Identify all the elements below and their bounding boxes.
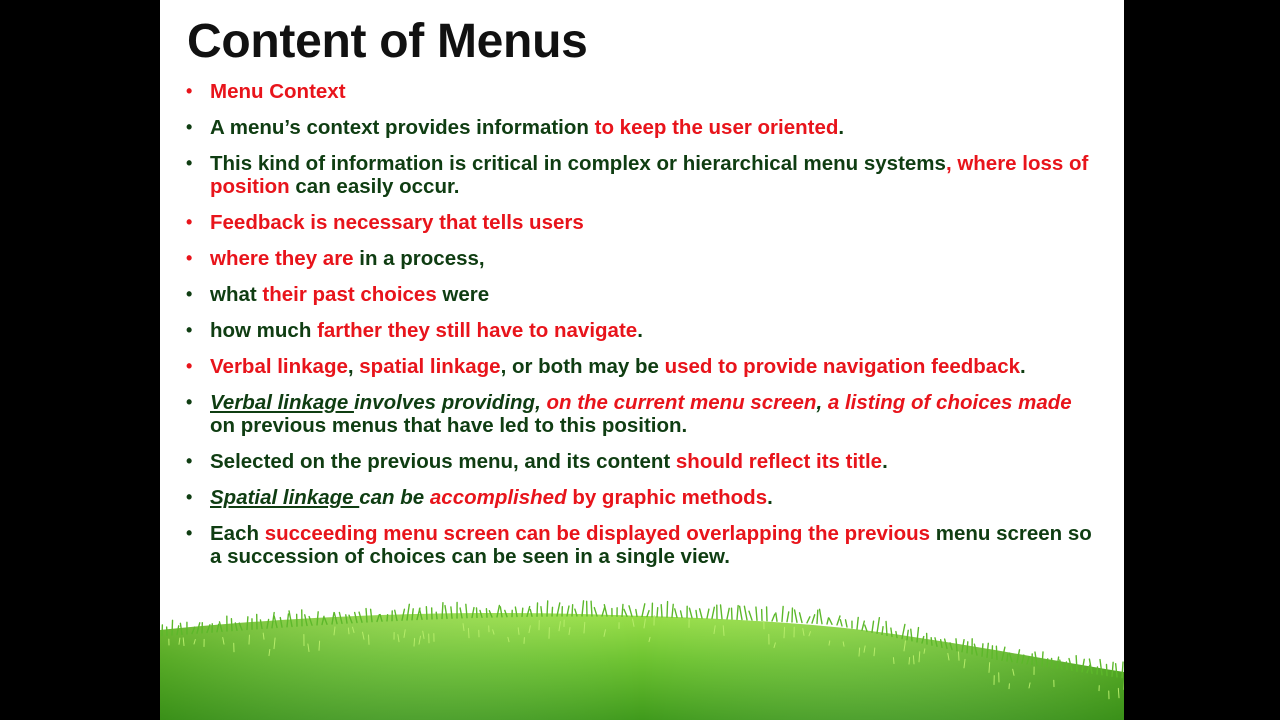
grass-blade — [795, 610, 797, 622]
bullet-dot-icon: • — [186, 117, 193, 137]
grass-blade — [1106, 664, 1107, 675]
grass-blade — [1047, 659, 1048, 667]
bullet-text-segment: . — [767, 486, 773, 509]
bullet-text-segment: accomplished — [429, 486, 573, 509]
grass-blade — [727, 608, 729, 619]
grass-blade — [829, 618, 832, 624]
grass-blade — [787, 612, 789, 622]
grass-blade — [231, 619, 232, 631]
grass-blade — [744, 606, 747, 620]
grass-blade — [414, 638, 415, 646]
bullet-item — [184, 283, 1094, 306]
bullet-dot-icon: • — [186, 523, 193, 543]
bullet-item — [184, 319, 1094, 342]
grass-blade — [642, 604, 645, 617]
grass-blade — [737, 606, 738, 620]
grass-blade — [366, 609, 367, 622]
grass-blade — [784, 627, 785, 638]
grass-blade — [657, 608, 658, 617]
grass-blade — [958, 652, 959, 660]
bullet-item — [184, 247, 1094, 270]
bullet-text-segment: . — [882, 450, 888, 473]
grass-blade — [681, 611, 682, 618]
grass-blade — [886, 622, 887, 636]
grass-blade — [721, 605, 722, 619]
grass-blade — [1007, 654, 1008, 661]
bullet-dot-icon: • — [186, 212, 193, 232]
grass-blade — [172, 620, 173, 635]
bullet-text-segment: were — [442, 283, 490, 306]
bullet-text-segment: Verbal linkage — [210, 355, 348, 378]
grass-blade — [812, 615, 815, 623]
bullet-text-segment: to keep the user oriented — [594, 116, 839, 139]
grass-blade — [712, 607, 714, 618]
grass-blade — [931, 638, 932, 645]
bullet-text-segment: used to provide navigation feedback — [664, 355, 1021, 378]
bullet-text-segment: , — [347, 355, 360, 378]
bullet-text-segment: can be — [359, 486, 430, 509]
bullet-dot-icon: • — [186, 153, 193, 173]
grass-blade — [700, 609, 702, 618]
bullet-dot-icon: • — [186, 81, 193, 101]
bullet-dot-icon: • — [186, 356, 193, 376]
bullet-text-segment: a listing of choices made — [827, 391, 1072, 414]
grass-blade — [840, 620, 842, 626]
grass-blade — [689, 608, 692, 618]
bullet-text-segment: Each — [210, 522, 265, 545]
grass-blade — [772, 614, 775, 621]
grass-blade — [552, 607, 553, 616]
bullet-dot-icon: • — [186, 487, 193, 507]
grass-hill-image — [160, 600, 1124, 720]
grass-blade — [1076, 656, 1077, 671]
bullet-text-segment: should reflect its title — [675, 450, 883, 473]
bullet-item — [184, 391, 1094, 437]
grass-blade — [749, 611, 752, 620]
bullet-text-segment: on previous menus that have led to this position. — [210, 414, 688, 437]
grass-blade — [877, 618, 879, 634]
bullet-list — [184, 80, 1094, 581]
slide — [160, 0, 1124, 720]
grass-blade — [667, 602, 668, 617]
bullet-text-segment: where they are — [210, 247, 360, 270]
grass-blade — [486, 609, 487, 618]
bullet-text-segment: Spatial linkage — [210, 486, 360, 509]
bullet-text-segment: succeeding menu screen can be displayed overlapping the previous — [264, 522, 936, 545]
grass-blade — [672, 604, 673, 617]
grass-blade — [1118, 688, 1119, 697]
bullet-text-segment: on the current menu screen — [546, 391, 817, 414]
grass-blade — [756, 607, 757, 620]
grass-blade — [707, 609, 709, 618]
bullet-text-segment: A menu’s context provides information — [210, 116, 595, 139]
bullet-item — [184, 486, 1094, 509]
bullet-dot-icon: • — [186, 320, 193, 340]
grass-blade — [782, 606, 783, 621]
grass-blade — [622, 604, 623, 616]
grass-blade — [436, 612, 437, 619]
grass-blade — [827, 618, 828, 624]
grass-blade — [865, 625, 867, 631]
grass-blade — [426, 607, 427, 620]
bullet-item — [184, 152, 1094, 198]
grass-blade — [800, 613, 802, 623]
grass-blade — [319, 641, 320, 650]
grass-blade — [740, 606, 742, 619]
grass-blade — [862, 621, 864, 630]
slide-title: Content of Menus — [187, 15, 588, 68]
grass-blade — [817, 610, 818, 623]
grass-blade — [776, 613, 777, 621]
bullet-text-segment: by graphic methods — [572, 486, 768, 509]
bullet-text-segment: in a process, — [359, 247, 485, 270]
grass-blade — [537, 603, 538, 616]
bullet-text-segment: This kind of information is critical in complex or hierarchical menu systems — [210, 152, 946, 175]
grass-blade — [982, 644, 983, 656]
grass-blade — [696, 610, 697, 617]
grass-blade — [893, 658, 894, 664]
grass-blade — [247, 617, 248, 630]
grass-blade — [846, 620, 847, 627]
bullet-dot-icon: • — [186, 451, 193, 471]
bullet-text-segment: menu screen so a succession of choices can be seen in a single view. — [210, 522, 1092, 568]
grass-blade — [859, 648, 860, 656]
grass-blade — [913, 656, 914, 664]
grass-blade — [629, 606, 632, 617]
grass-blade — [582, 601, 584, 616]
bullet-item — [184, 355, 1094, 378]
bullet-dot-icon: • — [186, 248, 193, 268]
bullet-item — [184, 80, 1094, 103]
grass-blade — [547, 601, 548, 616]
grass-blade — [989, 663, 990, 673]
grass-blade — [348, 628, 349, 634]
grass-blade — [468, 628, 469, 637]
grass-blade — [675, 609, 677, 617]
grass-blade — [604, 605, 607, 616]
bullet-dot-icon: • — [186, 284, 193, 304]
bullet-text-segment: farther they still have to navigate — [317, 319, 638, 342]
grass-blade — [591, 601, 592, 616]
bullet-item — [184, 522, 1094, 568]
bullet-text-segment: spatial linkage — [359, 355, 501, 378]
bullet-text-segment: their past choices — [262, 283, 443, 306]
grass-blade — [572, 605, 573, 616]
grass-blade — [636, 610, 637, 617]
bullet-text-segment: what — [210, 283, 263, 306]
bullet-text-segment: involves providing, — [353, 391, 547, 414]
bullet-text-segment: , or both may be — [500, 355, 665, 378]
bullet-text-segment: . — [1020, 355, 1026, 378]
grass-blade — [837, 616, 840, 625]
bullet-text-segment: can easily occur. — [295, 175, 460, 198]
bullet-text-segment: . — [637, 319, 643, 342]
grass-blade — [967, 642, 968, 653]
grass-blade — [1066, 662, 1067, 670]
bullet-dot-icon: • — [186, 392, 193, 412]
bullet-item — [184, 116, 1094, 139]
bullet-item — [184, 450, 1094, 473]
grass-blade — [647, 611, 649, 617]
bullet-text-segment: Selected on the previous menu, and its content — [210, 450, 676, 473]
bullet-text-segment: how much — [210, 319, 318, 342]
bullet-text-segment: , — [816, 391, 828, 414]
grass-blade — [522, 608, 523, 616]
bullet-item — [184, 211, 1094, 234]
grass-blade — [872, 621, 874, 632]
grass-blade — [909, 657, 910, 664]
bullet-text-segment: Feedback is necessary that tells users — [210, 211, 584, 234]
grass-blade — [820, 609, 822, 623]
bullet-text-segment: . — [838, 116, 845, 139]
grass-blade — [387, 615, 388, 621]
grass-blade — [996, 646, 997, 659]
grass-blade — [624, 609, 627, 616]
grass-blade — [807, 617, 810, 623]
bullet-text-segment: Verbal linkage — [210, 391, 354, 414]
bullet-text-segment: , where loss of position — [210, 152, 1089, 198]
grass-blade — [857, 617, 858, 629]
bullet-text-segment: Menu Context — [210, 80, 346, 103]
grass-blade — [661, 605, 662, 617]
grass-blade — [442, 603, 443, 619]
